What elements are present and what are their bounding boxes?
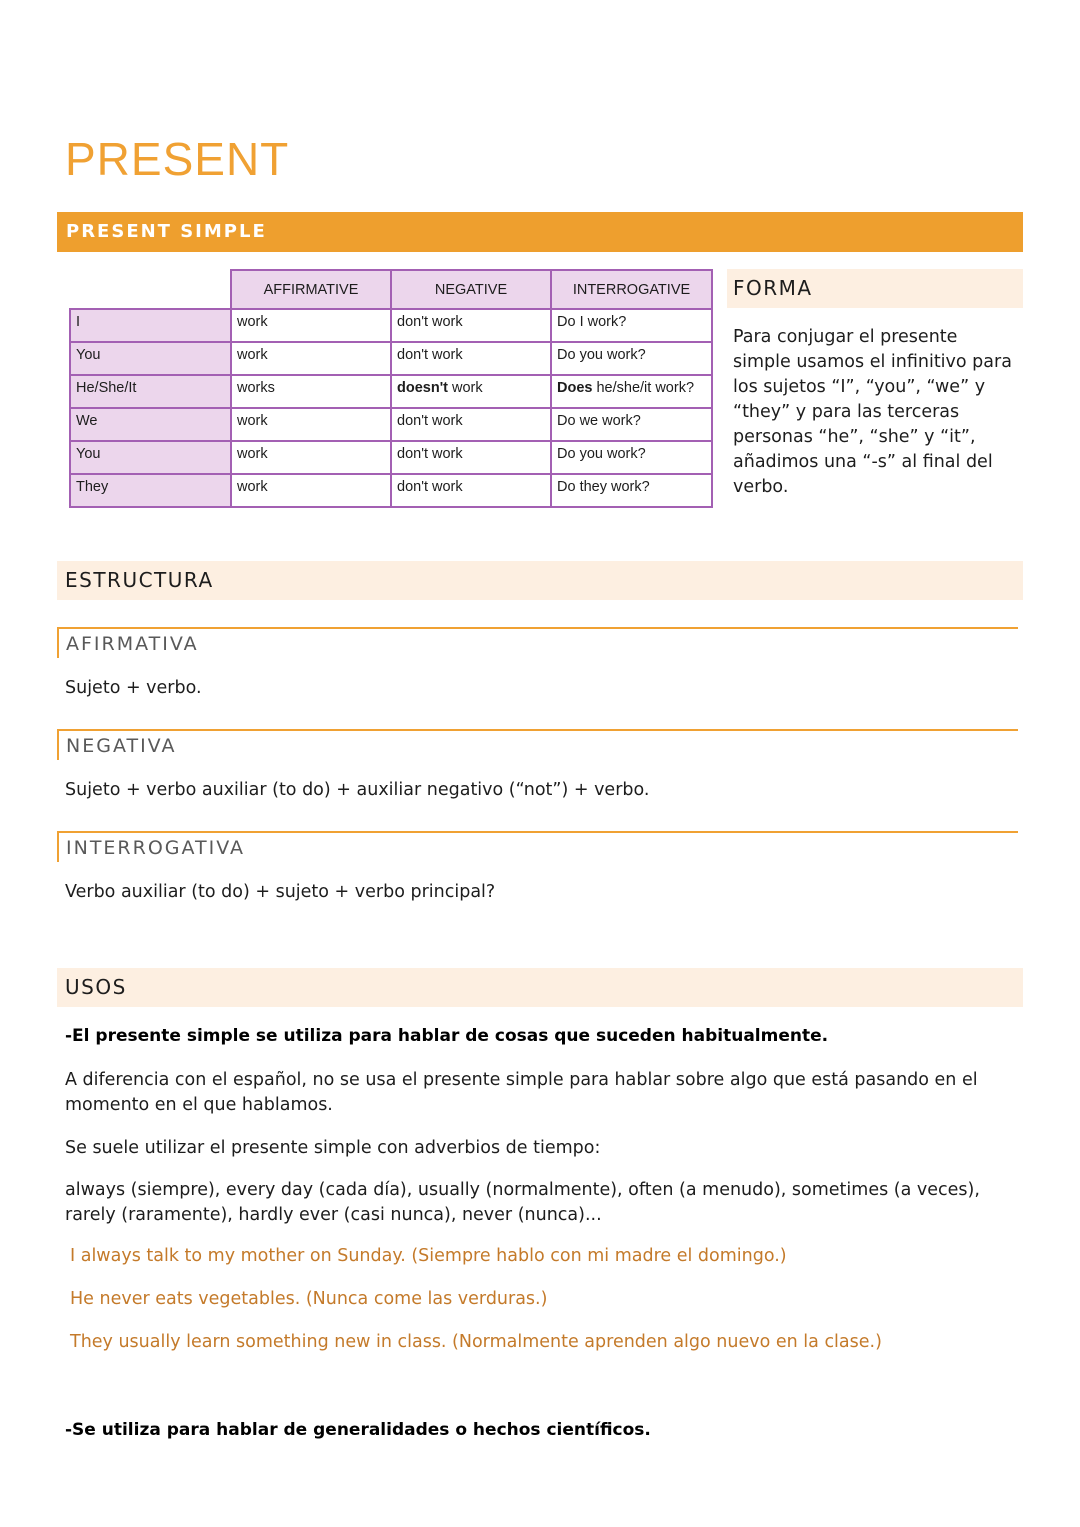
interrogative-cell (551, 408, 712, 441)
negative-text: don't work (397, 479, 463, 495)
afirmativa-heading: AFIRMATIVA (57, 627, 1018, 658)
subject-cell: We (70, 408, 231, 441)
interrogative-cell (551, 342, 712, 375)
usos-heading: USOS (57, 968, 1023, 1007)
negative-text: don't work (397, 446, 463, 462)
table-row (70, 408, 712, 441)
affirmative-cell: work (231, 342, 391, 375)
affirmative-cell: work (231, 441, 391, 474)
afirmativa-text: Sujeto + verbo. (65, 678, 202, 698)
interrogative-cell (551, 474, 712, 507)
table-row (70, 342, 712, 375)
example-sentence: They usually learn something new in class. (Normalmente aprenden algo nuevo en la clase.) (70, 1332, 882, 1352)
negative-text: don't work (397, 314, 463, 330)
interrogative-cell (551, 309, 712, 342)
usos-point-1: -El presente simple se utiliza para hablar de cosas que suceden habitualmente. (65, 1026, 829, 1046)
example-sentence: I always talk to my mother on Sunday. (Siempre hablo con mi madre el domingo.) (70, 1246, 787, 1266)
forma-title: FORMA (733, 276, 813, 300)
negative-cell (391, 342, 551, 375)
subject-cell: He/She/It (70, 375, 231, 408)
page-title: PRESENT (65, 133, 290, 185)
section-bar-present-simple: PRESENT SIMPLE (57, 212, 1023, 252)
negative-cell (391, 441, 551, 474)
table-row (70, 441, 712, 474)
negative-text: don't work (397, 347, 463, 363)
subject-cell: You (70, 441, 231, 474)
subject-cell: I (70, 309, 231, 342)
subject-cell: You (70, 342, 231, 375)
negative-text: work (447, 380, 483, 396)
interrogative-text: Do we work? (557, 413, 641, 429)
negativa-heading: NEGATIVA (57, 729, 1018, 760)
negative-cell (391, 474, 551, 507)
usos-point-2: -Se utiliza para hablar de generalidades o hechos científicos. (65, 1420, 651, 1440)
example-sentence: He never eats vegetables. (Nunca come las verduras.) (70, 1289, 548, 1309)
table-header-row (70, 270, 712, 309)
conjugation-table (69, 269, 713, 508)
interrogative-text: Do I work? (557, 314, 627, 330)
table-row (70, 474, 712, 507)
interrogativa-heading: INTERROGATIVA (57, 831, 1018, 862)
negative-text: don't work (397, 413, 463, 429)
affirmative-cell: work (231, 309, 391, 342)
negative-bold: doesn't (397, 380, 448, 396)
usos-adverbs: always (siempre), every day (cada día), usually (normalmente), often (a menudo), sometimes (a veces), rarely (raramente), hardly ever (casi nunca), never (nunca)... (65, 1180, 980, 1225)
table-corner (70, 270, 231, 309)
forma-text: Para conjugar el presente simple usamos el infinitivo para los sujetos “I”, “you”, “we” y “they” y para las terceras personas “he”, “she” y “it”, añadimos una “-s” al final del verbo. (733, 327, 1012, 497)
usos-paragraph-1: A diferencia con el español, no se usa el presente simple para hablar sobre algo que está pasando en el momento en el que hablamos. (65, 1070, 978, 1115)
interrogativa-text: Verbo auxiliar (to do) + sujeto + verbo principal? (65, 882, 496, 902)
interrogative-cell (551, 441, 712, 474)
interrogative-text: Do they work? (557, 479, 650, 495)
subject-cell: They (70, 474, 231, 507)
interrogative-text: he/she/it work? (592, 380, 695, 396)
table-row (70, 309, 712, 342)
interrogative-text: Do you work? (557, 446, 646, 462)
usos-paragraph-2: Se suele utilizar el presente simple con adverbios de tiempo: (65, 1138, 601, 1158)
negative-cell (391, 375, 551, 408)
header-interrogative: INTERROGATIVE (551, 270, 712, 309)
negative-cell (391, 309, 551, 342)
interrogative-bold: Does (557, 380, 593, 396)
interrogative-cell (551, 375, 712, 408)
negativa-text: Sujeto + verbo auxiliar (to do) + auxiliar negativo (“not”) + verbo. (65, 780, 650, 800)
header-affirmative: AFFIRMATIVE (231, 270, 391, 309)
table-row (70, 375, 712, 408)
header-negative: NEGATIVE (391, 270, 551, 309)
affirmative-cell: works (231, 375, 391, 408)
affirmative-cell: work (231, 474, 391, 507)
negative-cell (391, 408, 551, 441)
affirmative-cell: work (231, 408, 391, 441)
interrogative-text: Do you work? (557, 347, 646, 363)
estructura-heading: ESTRUCTURA (57, 561, 1023, 600)
